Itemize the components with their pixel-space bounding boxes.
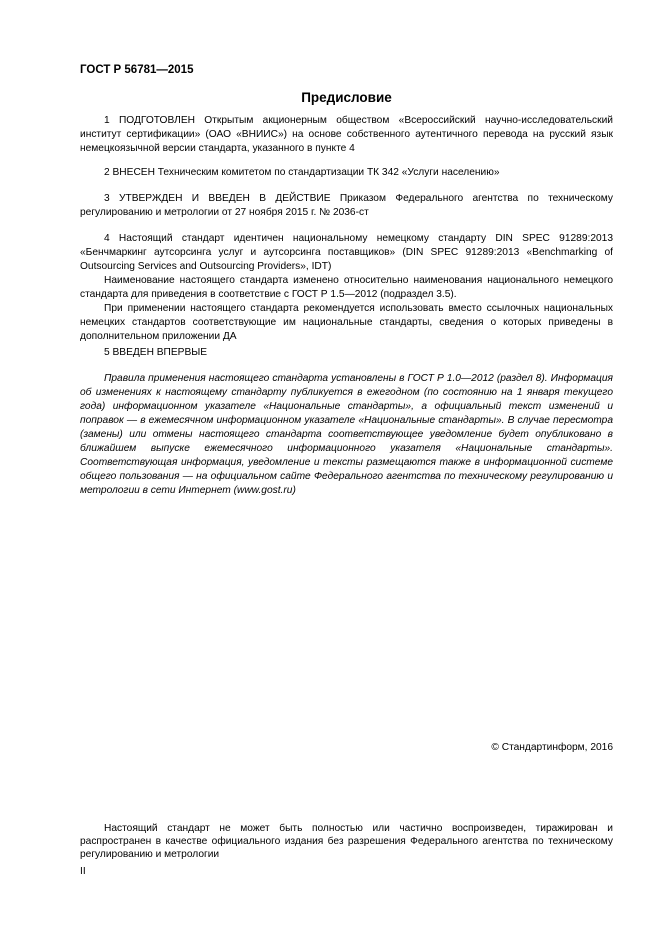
footer-note [80,822,613,861]
rules-note [80,372,613,498]
item-4-text: 4 Настоящий стандарт идентичен национальному немецкому стандарту DIN SPEC 91289:2013 «Бенчмаркинг аутсорсинга услуг и аутсорсинга поставщиков» (DIN SPEC 91289:2013 «Benchmarking of Outsourcing Services and Outsourcing Providers», IDT) [80,233,613,272]
item-4 [80,232,613,344]
standard-designation: ГОСТ Р 56781—2015 [80,64,194,76]
page-title: Предисловие [301,90,392,105]
item-5 [80,346,613,360]
page-number: II [80,866,86,877]
item-1-text: 1 ПОДГОТОВЛЕН Открытым акционерным обществом «Всероссийский научно-исследовательский институт сертификации» (ОАО «ВНИИС») на основе собственного аутентичного перевода на русский язык немецкоязычной версии стандарта, указанного в пункте 4 [80,115,613,154]
item-3 [80,192,613,220]
item-5-text: 5 ВВЕДЕН ВПЕРВЫЕ [104,347,208,358]
item-1 [80,114,613,156]
item-4-paragraph-3: При применении настоящего стандарта рекомендуется использовать вместо ссылочных национальных немецких стандартов соответствующие им национальные стандарты, сведения о которых приведены в дополнительном приложении ДА [80,303,613,342]
item-3-text: 3 УТВЕРЖДЕН И ВВЕДЕН В ДЕЙСТВИЕ Приказом Федерального агентства по техническому регулированию и метрологии от 27 ноября 2015 г. № 2036-ст [80,193,613,218]
item-2-text: 2 ВНЕСЕН Техническим комитетом по стандартизации ТК 342 «Услуги населению» [104,167,500,178]
footer-note-text: Настоящий стандарт не может быть полностью или частично воспроизведен, тиражирован и распространен в качестве официального издания без разрешения Федерального агентства по техническому регулированию и метрологии [80,823,613,860]
item-4-paragraph-2: Наименование настоящего стандарта изменено относительно наименования национального немецкого стандарта для приведения в соответствие с ГОСТ Р 1.5—2012 (подраздел 3.5). [80,275,613,300]
copyright: © Стандартинформ, 2016 [491,742,613,753]
item-2 [80,166,613,180]
rules-note-text: Правила применения настоящего стандарта установлены в ГОСТ Р 1.0—2012 (раздел 8). Информация об изменениях к настоящему стандарту публикуется в ежегодном (по состоянию на 1 января текущего года) информационном указателе «Национальные стандарты», а официальный текст изменений и поправок — в ежемесячном информационном указателе «Национальные стандарты». В случае пересмотра (замены) или отмены настоящего стандарта соответствующее уведомление будет опубликовано в ближайшем выпуске ежемесячного информационного указателя «Национальные стандарты». Соответствующая информация, уведомление и тексты размещаются также в информационной системе общего пользования — на официальном сайте Федерального агентства по техническому регулированию и метрологии в сети Интернет (www.gost.ru) [80,373,613,496]
